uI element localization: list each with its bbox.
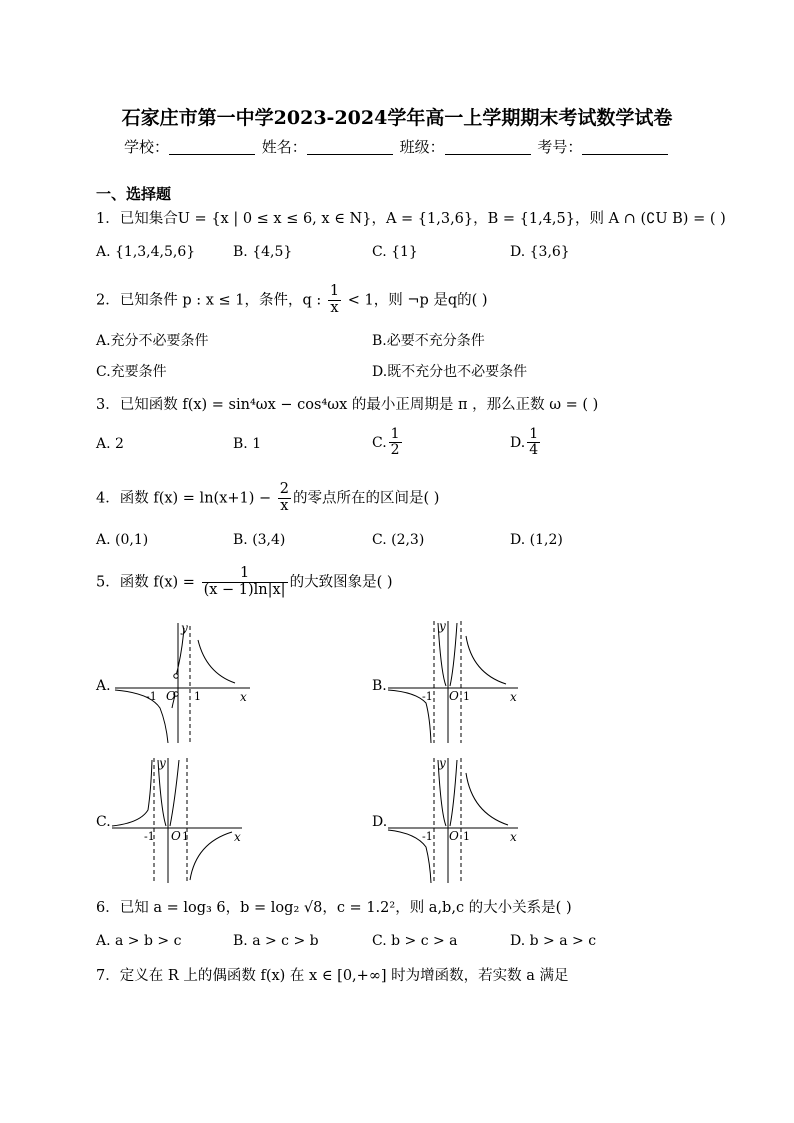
graph-b-x-label: x	[510, 690, 517, 704]
graph-c-x-label: x	[234, 830, 241, 844]
question-1: 1．已知集合U = {x | 0 ≤ x ≤ 6, x ∈ N}，A = {1,3,6}，B = {1,4,5}，则 A ∩ (∁U B) = ( )	[96, 211, 726, 227]
q3-c-den: 2	[390, 442, 400, 459]
q3-d-fraction	[527, 427, 540, 459]
q3-option-d[interactable]	[510, 427, 542, 459]
q3-d-label: D.	[510, 434, 526, 451]
graph-c-curve-left	[112, 760, 152, 826]
q4-option-d[interactable]: D. (1,2)	[510, 532, 563, 548]
name-blank[interactable]	[307, 140, 393, 155]
q6-option-d[interactable]: D. b > a > c	[510, 933, 597, 949]
q2-option-b[interactable]: B.必要不充分条件	[372, 333, 485, 349]
graph-d-y-label: y	[439, 756, 446, 770]
graph-c-curve-mid-right	[170, 760, 179, 826]
q2-option-a[interactable]: A.充分不必要条件	[96, 333, 209, 349]
q3-d-den: 4	[529, 442, 539, 459]
graph-b-tick-1: 1	[463, 690, 470, 703]
graph-d-curve-mid-right	[450, 760, 457, 826]
graph-a-tick-1: 1	[194, 690, 201, 703]
question-4	[96, 482, 439, 515]
graph-a-x-label: x	[240, 690, 247, 704]
q3-c-num: 1	[390, 426, 400, 442]
graph-a-curve-left	[115, 690, 168, 743]
q2-frac-den: x	[330, 299, 339, 316]
q2-text-post: < 1，则 ¬p 是q的( )	[343, 292, 488, 309]
q5-frac-den: (x − 1)ln|x|	[203, 581, 286, 598]
q2-fraction	[328, 284, 341, 317]
q5-option-c-label[interactable]: C.	[96, 814, 111, 830]
q4-option-a[interactable]: A. (0,1)	[96, 532, 149, 548]
question-3: 3．已知函数 f(x) = sin⁴ωx − cos⁴ωx 的最小正周期是 π ，那么正数 ω = ( )	[96, 397, 599, 413]
graph-c-y-label: y	[159, 756, 166, 770]
number-label: 考号：	[537, 138, 583, 156]
q3-d-num: 1	[529, 426, 539, 442]
graph-d-x-label: x	[510, 830, 517, 844]
question-7: 7．定义在 R 上的偶函数 f(x) 在 x ∈ [0,+∞] 时为增函数，若实数 a 满足	[96, 968, 569, 984]
graph-b-y-label: y	[439, 619, 446, 633]
q6-option-c[interactable]: C. b > c > a	[372, 933, 458, 949]
graph-b-origin: O	[449, 689, 459, 703]
q4-frac-num: 2	[279, 481, 290, 497]
q4-fraction	[278, 482, 291, 515]
question-6: 6．已知 a = log₃ 6，b = log₂ √8，c = 1.2²，则 a,b,c 的大小关系是( )	[96, 900, 572, 916]
q4-frac-den: x	[280, 497, 289, 514]
q3-option-a[interactable]: A. 2	[96, 436, 124, 452]
graph-a-open-point-top	[174, 674, 178, 678]
section-heading: 一、选择题	[96, 185, 172, 203]
q1-option-b[interactable]: B. {4,5}	[233, 244, 293, 260]
q4-text-post: 的零点所在的区间是( )	[293, 490, 440, 507]
graph-b-curve-right	[466, 636, 506, 684]
q5-option-a-label[interactable]: A.	[96, 678, 111, 694]
graph-b[interactable]	[386, 618, 526, 748]
q4-option-b[interactable]: B. (3,4)	[233, 532, 286, 548]
graph-a[interactable]	[110, 618, 260, 748]
school-blank[interactable]	[169, 140, 255, 155]
q6-option-b[interactable]: B. a > c > b	[233, 933, 319, 949]
question-2	[96, 284, 488, 317]
q1-option-a[interactable]: A. {1,3,4,5,6}	[96, 244, 196, 260]
q3-c-fraction	[389, 427, 402, 459]
number-blank[interactable]	[582, 140, 668, 155]
q3-option-c[interactable]	[372, 427, 404, 459]
q3-option-b[interactable]: B. 1	[233, 436, 262, 452]
exam-title: 石家庄市第一中学2023-2024学年高一上学期期末考试数学试卷	[121, 107, 673, 129]
q2-option-c[interactable]: C.充要条件	[96, 364, 167, 380]
graph-c[interactable]	[110, 755, 250, 885]
name-label: 姓名：	[261, 138, 307, 156]
q5-option-d-label[interactable]: D.	[372, 814, 388, 830]
student-info-line	[124, 136, 670, 157]
graph-d-tick-neg1: -1	[422, 830, 433, 843]
q2-frac-num: 1	[329, 283, 340, 299]
q5-text-pre: 5．函数 f(x) =	[96, 574, 200, 591]
graph-c-tick-neg1: -1	[144, 830, 155, 843]
q2-text-pre: 2．已知条件 p : x ≤ 1，条件，q :	[96, 292, 326, 309]
q5-fraction	[202, 566, 288, 599]
graph-a-tick-neg1: -1	[146, 690, 157, 703]
graph-a-curve-right	[198, 640, 235, 683]
q4-text-pre: 4．函数 f(x) = ln(x+1) −	[96, 490, 276, 507]
q2-option-d[interactable]: D.既不充分也不必要条件	[372, 364, 528, 380]
q6-option-a[interactable]: A. a > b > c	[96, 933, 182, 949]
q5-option-b-label[interactable]: B.	[372, 678, 387, 694]
class-label: 班级：	[399, 138, 445, 156]
q5-frac-num: 1	[202, 566, 288, 583]
question-5	[96, 566, 393, 599]
graph-d-curve-right	[466, 773, 508, 825]
graph-b-tick-neg1: -1	[422, 690, 433, 703]
school-label: 学校：	[124, 138, 170, 156]
graph-a-y-label: y	[181, 621, 188, 635]
graph-d[interactable]	[386, 755, 526, 885]
class-blank[interactable]	[445, 140, 531, 155]
q3-c-label: C.	[372, 434, 387, 451]
graph-a-origin: O	[166, 689, 176, 703]
graph-d-tick-1: 1	[463, 830, 470, 843]
graph-a-curve-mid-high	[176, 628, 184, 676]
graph-c-tick-1: 1	[182, 830, 189, 843]
graph-c-curve-right	[190, 832, 232, 880]
q1-option-c[interactable]: C. {1}	[372, 244, 418, 260]
graph-d-origin: O	[449, 829, 459, 843]
graph-b-curve-mid-right	[450, 623, 457, 686]
graph-c-origin: O	[171, 829, 181, 843]
q1-option-d[interactable]: D. {3,6}	[510, 244, 570, 260]
q4-option-c[interactable]: C. (2,3)	[372, 532, 425, 548]
q5-text-post: 的大致图象是( )	[289, 574, 393, 591]
